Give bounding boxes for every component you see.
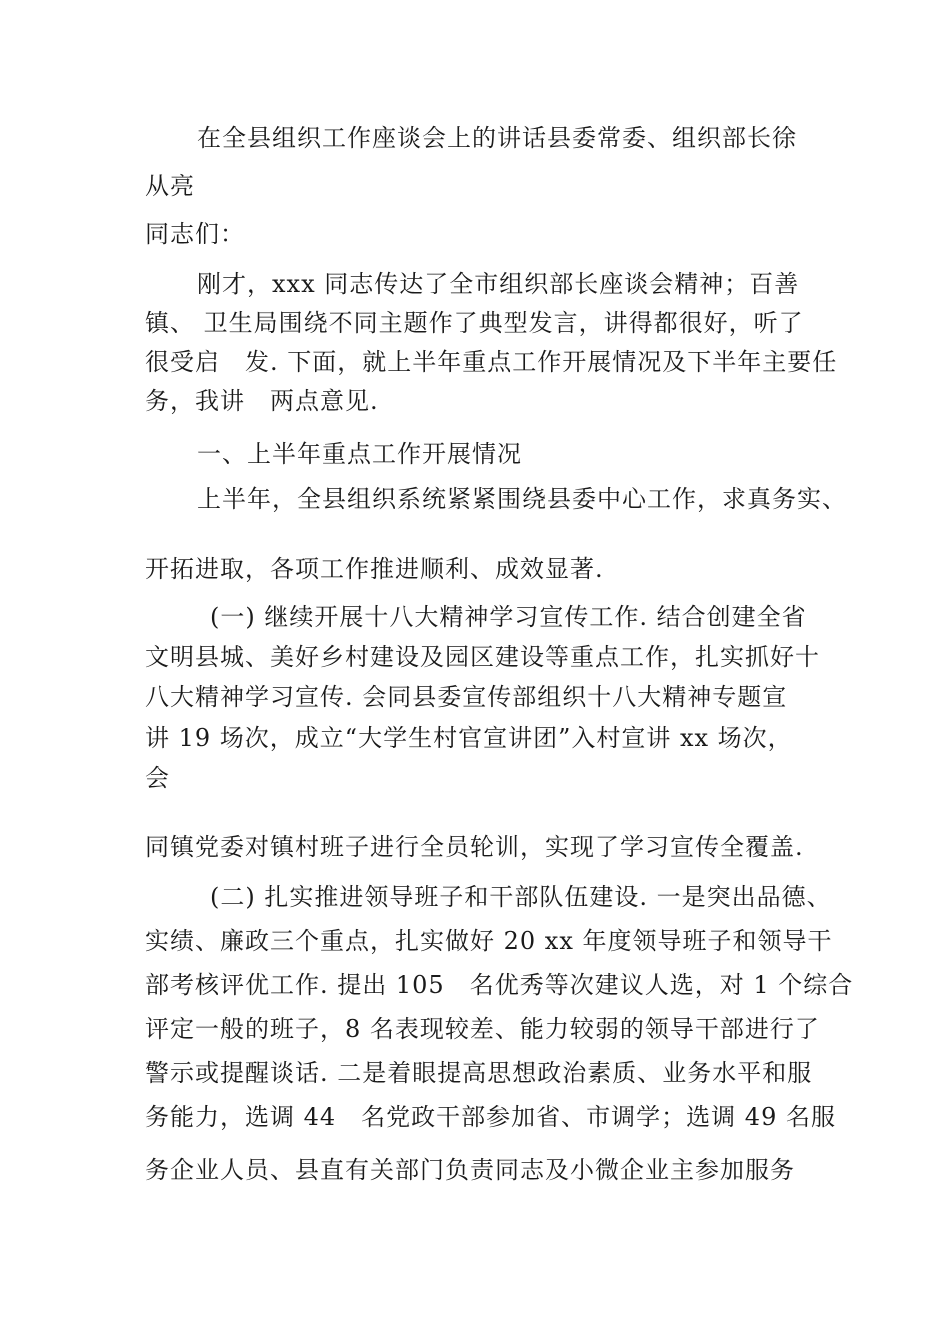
paragraph-line: 很受启 发. 下面，就上半年重点工作开展情况及下半年主要任 — [145, 348, 838, 376]
paragraph-line: 开拓进取，各项工作推进顺利、成效显著. — [145, 555, 604, 583]
document-title-line-2: 从亮 — [145, 172, 195, 200]
paragraph-line: 实绩、廉政三个重点，扎实做好 20 xx 年度领导班子和领导干 — [145, 927, 833, 955]
paragraph-line: 警示或提醒谈话. 二是着眼提高思想政治素质、业务水平和服 — [145, 1059, 813, 1087]
paragraph-line: 刚才，xxx 同志传达了全市组织部长座谈会精神；百善 — [197, 270, 800, 298]
section-heading: 一、上半年重点工作开展情况 — [197, 440, 522, 468]
paragraph-line: 评定一般的班子，8 名表现较差、能力较弱的领导干部进行了 — [145, 1015, 820, 1043]
paragraph-line: 上半年，全县组织系统紧紧围绕县委中心工作，求真务实、 — [197, 485, 847, 513]
paragraph-line: 镇、 卫生局围绕不同主题作了典型发言，讲得都很好，听了 — [145, 309, 804, 337]
paragraph-line: 务，我讲 两点意见. — [145, 387, 379, 415]
paragraph-line: 部考核评优工作. 提出 105 名优秀等次建议人选，对 1 个综合 — [145, 971, 854, 999]
paragraph-line: 会 — [145, 764, 170, 792]
subsection-heading-1: (一) 继续开展十八大精神学习宣传工作. 结合创建全省 — [210, 603, 807, 631]
subsection-heading-2: (二) 扎实推进领导班子和干部队伍建设. 一是突出品德、 — [210, 883, 832, 911]
paragraph-line: 讲 19 场次，成立“大学生村官宣讲团”入村宣讲 xx 场次， — [145, 724, 793, 752]
paragraph-line: 文明县城、美好乡村建设及园区建设等重点工作，扎实抓好十 — [145, 643, 820, 671]
paragraph-line: 务企业人员、县直有关部门负责同志及小微企业主参加服务 — [145, 1156, 795, 1184]
paragraph-line: 八大精神学习宣传. 会同县委宣传部组织十八大精神专题宣 — [145, 683, 788, 711]
salutation: 同志们： — [145, 220, 245, 248]
paragraph-line: 同镇党委对镇村班子进行全员轮训，实现了学习宣传全覆盖. — [145, 833, 804, 861]
document-title-line-1: 在全县组织工作座谈会上的讲话县委常委、组织部长徐 — [197, 124, 797, 152]
paragraph-line: 务能力，选调 44 名党政干部参加省、市调学；选调 49 名服 — [145, 1103, 836, 1131]
